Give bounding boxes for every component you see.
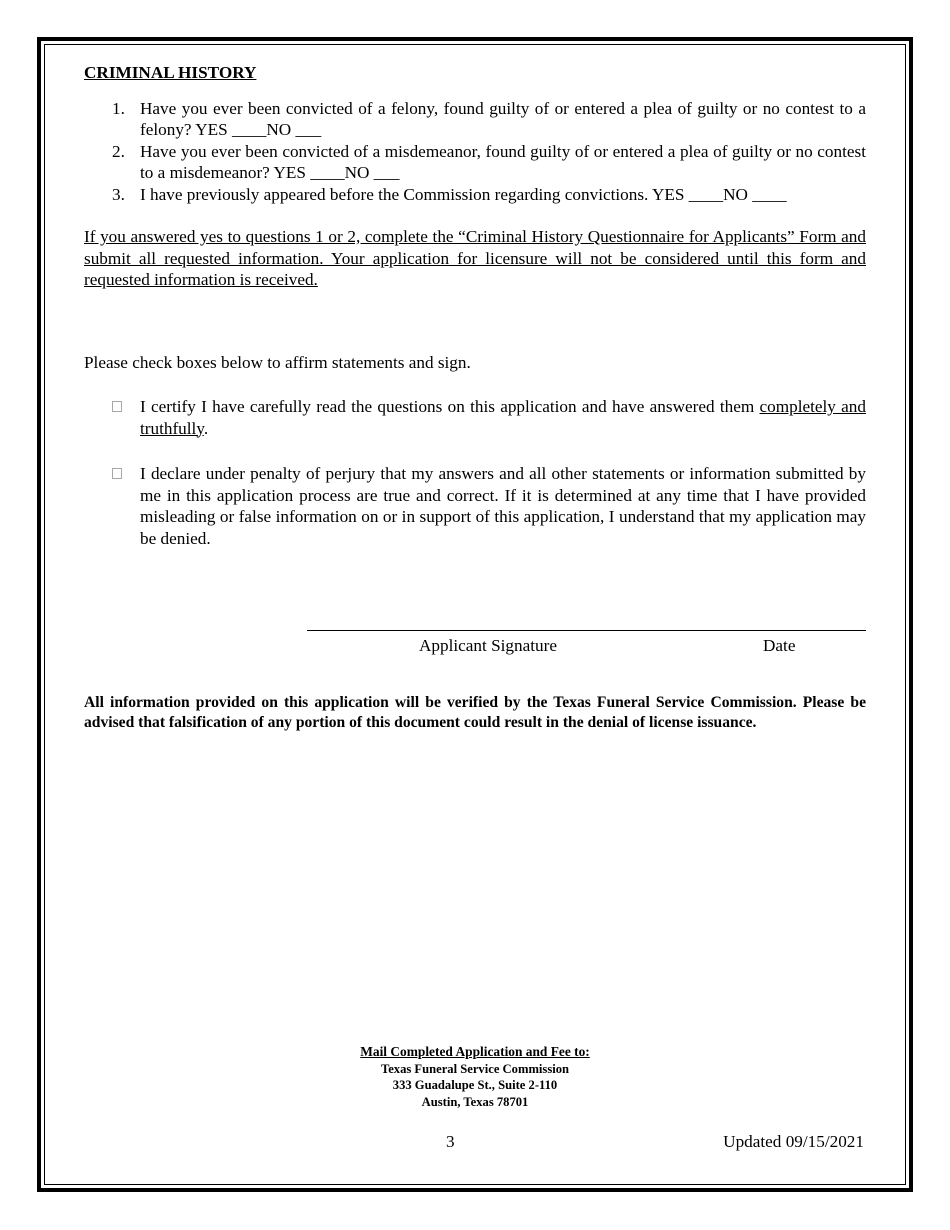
perjury-text: I declare under penalty of perjury that my answers and all other statements or information submitted by me in this application process are true and correct. If it is determined at any time that I have provided misleading or false information on or in support of this application, I understand that my application may be denied. xyxy=(140,464,866,548)
mail-city: Austin, Texas 78701 xyxy=(421,1094,529,1109)
question-number: 1. xyxy=(112,98,125,118)
mail-title: Mail Completed Application and Fee to: xyxy=(360,1044,590,1059)
mail-organization: Texas Funeral Service Commission xyxy=(380,1061,570,1076)
date-label: Date xyxy=(763,636,796,655)
page-number: 3 xyxy=(446,1132,455,1151)
question-item xyxy=(84,141,866,184)
question-text: Have you ever been convicted of a misdemeanor, found guilty of or entered a plea of guilty or no contest to a misdemeanor? YES ____NO ___ xyxy=(140,141,866,182)
signature-line[interactable] xyxy=(307,630,866,631)
question-text: I have previously appeared before the Commission regarding convictions. YES ____NO ____ xyxy=(140,184,787,204)
perjury-affirmation xyxy=(84,463,866,549)
question-item xyxy=(84,98,866,141)
applicant-signature-label: Applicant Signature xyxy=(419,636,557,655)
certify-text-end: . xyxy=(203,418,209,438)
perjury-checkbox[interactable] xyxy=(112,468,122,479)
certify-checkbox[interactable] xyxy=(112,401,122,412)
mailing-address xyxy=(275,1044,675,1110)
verification-warning: All information provided on this application will be verified by the Texas Funeral Service Commission. Please be advised that falsification of any portion of this document could result in the denial of license issuance. xyxy=(84,694,866,731)
form-content xyxy=(84,62,866,549)
questionnaire-notice: If you answered yes to questions 1 or 2, complete the “Criminal History Questionnaire for Applicants” Form and submit all requested information. Your application for licensure will not be considered until this form and requested information is received. xyxy=(84,227,866,289)
question-text: Have you ever been convicted of a felony, found guilty of or entered a plea of guilty or no contest to a felony? YES ____NO ___ xyxy=(140,98,866,139)
section-heading: CRIMINAL HISTORY xyxy=(84,63,257,82)
certify-text-underlined: completely and truthfully xyxy=(140,397,866,438)
certify-text: I certify I have carefully read the questions on this application and have answered them xyxy=(140,397,760,416)
mail-street: 333 Guadalupe St., Suite 2-110 xyxy=(392,1078,558,1092)
question-item xyxy=(84,184,866,206)
question-number: 2. xyxy=(112,141,125,161)
affirm-instruction: Please check boxes below to affirm statements and sign. xyxy=(84,352,471,372)
question-list xyxy=(84,98,866,206)
certify-affirmation xyxy=(84,396,866,439)
question-number: 3. xyxy=(112,184,125,204)
updated-date: Updated 09/15/2021 xyxy=(723,1132,864,1151)
